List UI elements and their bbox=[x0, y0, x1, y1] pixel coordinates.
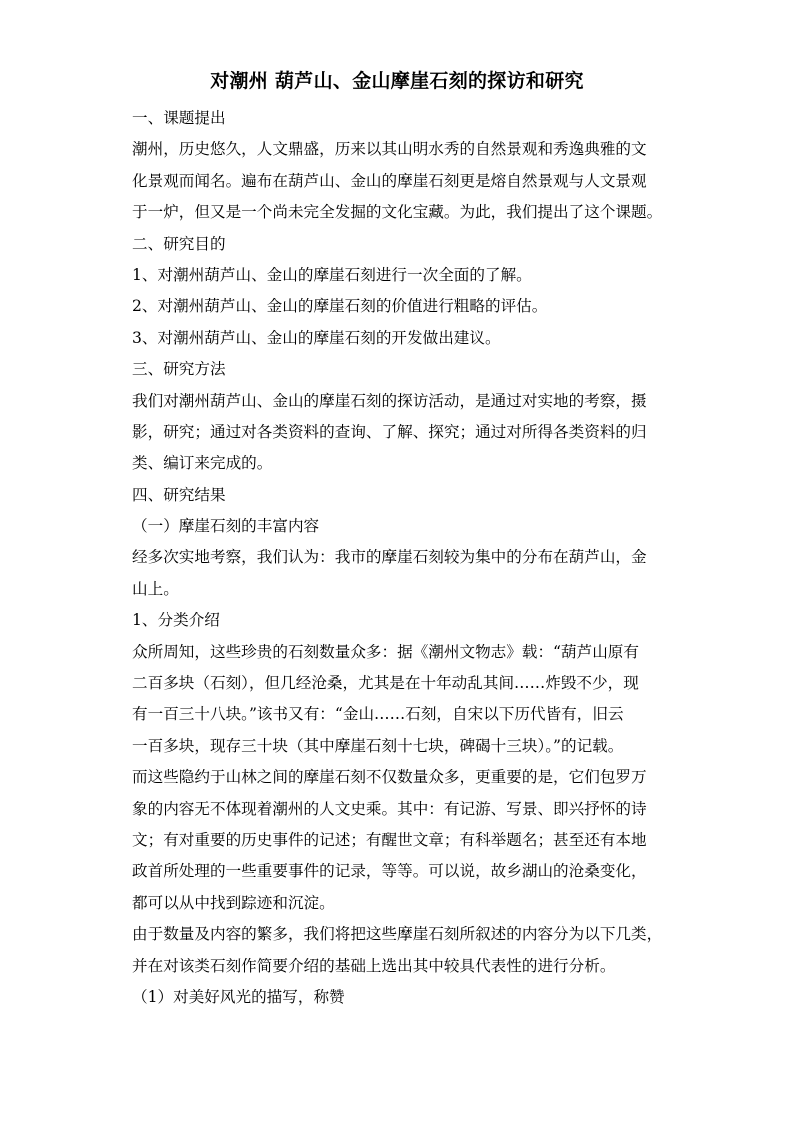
paragraph-line: 我们对潮州葫芦山、金山的摩崖石刻的探访活动，是通过对实地的考察，摄 bbox=[132, 391, 647, 410]
paragraph-line: 政首所处理的一些重要事件的记录，等等。可以说，故乡湖山的沧桑变化， bbox=[132, 862, 647, 881]
section-heading: 四、研究结果 bbox=[132, 485, 226, 504]
section-heading: 二、研究目的 bbox=[132, 234, 226, 253]
paragraph-line: 化景观而闻名。遍布在葫芦山、金山的摩崖石刻更是熔自然景观与人文景观 bbox=[132, 171, 647, 190]
paragraph-line: 而这些隐约于山林之间的摩崖石刻不仅数量众多，更重要的是，它们包罗万 bbox=[132, 768, 647, 787]
paragraph-line: 二百多块（石刻），但几经沧桑，尤其是在十年动乱其间……炸毁不少，现 bbox=[132, 674, 639, 693]
paragraph-line: 潮州，历史悠久，人文鼎盛，历来以其山明水秀的自然景观和秀逸典雅的文 bbox=[132, 140, 647, 159]
paragraph-line: 山上。 bbox=[132, 579, 179, 598]
paragraph-line: 类、编订来完成的。 bbox=[132, 454, 273, 473]
paragraph-line: 并在对该类石刻作简要介绍的基础上选出其中较具代表性的进行分析。 bbox=[132, 956, 616, 975]
subsection-heading: 1、分类介绍 bbox=[132, 611, 220, 630]
list-item: 2、对潮州葫芦山、金山的摩崖石刻的价值进行粗略的评估。 bbox=[132, 297, 548, 316]
paragraph-line: 一百多块，现存三十块（其中摩崖石刻十七块，碑碣十三块）。”的记载。 bbox=[132, 736, 624, 755]
section-heading: 三、研究方法 bbox=[132, 360, 226, 379]
subsection-heading: （1）对美好风光的描写，称赞 bbox=[132, 987, 345, 1006]
subsection-heading: （一）摩崖石刻的丰富内容 bbox=[132, 517, 320, 536]
paragraph-line: 象的内容无不体现着潮州的人文史乘。其中：有记游、写景、即兴抒怀的诗 bbox=[132, 799, 647, 818]
list-item: 3、对潮州葫芦山、金山的摩崖石刻的开发做出建议。 bbox=[132, 328, 501, 347]
document-title: 对潮州 葫芦山、金山摩崖石刻的探访和研究 bbox=[210, 70, 584, 92]
list-item: 1、对潮州葫芦山、金山的摩崖石刻进行一次全面的了解。 bbox=[132, 265, 532, 284]
paragraph-line: 有一百三十八块。”该书又有：“金山……石刻，自宋以下历代皆有，旧云 bbox=[132, 705, 624, 724]
paragraph-line: 都可以从中找到踪迹和沉淀。 bbox=[132, 893, 335, 912]
section-heading: 一、课题提出 bbox=[132, 109, 226, 127]
paragraph-line: 文；有对重要的历史事件的记述；有醒世文章；有科举题名；甚至还有本地 bbox=[132, 830, 647, 849]
paragraph-line: 经多次实地考察，我们认为：我市的摩崖石刻较为集中的分布在葫芦山，金 bbox=[132, 548, 647, 567]
paragraph-line: 影，研究；通过对各类资料的查询、了解、探究；通过对所得各类资料的归 bbox=[132, 422, 647, 441]
paragraph-line: 众所周知，这些珍贵的石刻数量众多：据《潮州文物志》载：“葫芦山原有 bbox=[132, 642, 639, 661]
paragraph-line: 由于数量及内容的繁多，我们将把这些摩崖石刻所叙述的内容分为以下几类， bbox=[132, 925, 663, 944]
document-body bbox=[132, 103, 664, 1013]
paragraph-line: 于一炉，但又是一个尚未完全发掘的文化宝藏。为此，我们提出了这个课题。 bbox=[132, 203, 663, 222]
